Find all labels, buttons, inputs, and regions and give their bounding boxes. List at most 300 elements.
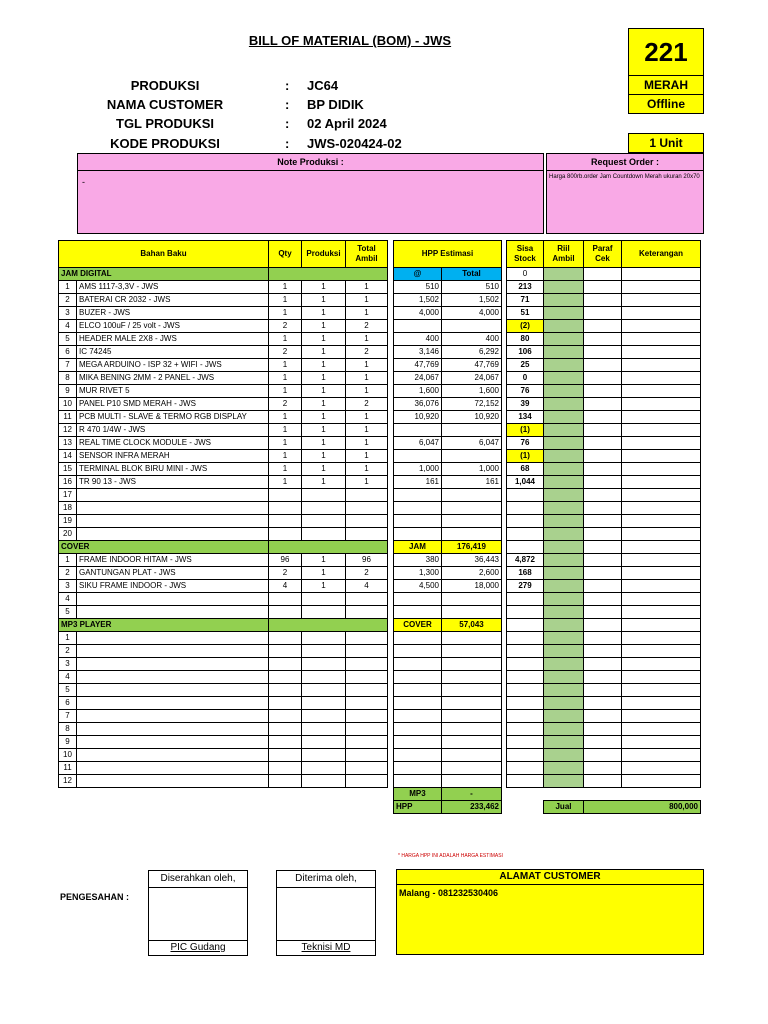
qty-cell xyxy=(269,684,302,697)
keterangan-cell xyxy=(622,372,701,385)
produksi-cell: 1 xyxy=(302,450,346,463)
keterangan-cell xyxy=(622,411,701,424)
material-name: IC 74245 xyxy=(77,346,269,359)
sisa-stock-cell: 76 xyxy=(507,437,544,450)
keterangan-cell xyxy=(622,463,701,476)
note-produksi-text: - xyxy=(82,177,85,187)
qty-cell: 1 xyxy=(269,372,302,385)
keterangan-cell xyxy=(622,294,701,307)
unit-price-cell: 3,146 xyxy=(394,346,442,359)
produksi-cell xyxy=(302,684,346,697)
qty-cell: 2 xyxy=(269,398,302,411)
section-fill xyxy=(269,619,388,632)
riil-ambil-cell xyxy=(544,658,584,671)
table-cell xyxy=(507,619,544,632)
unit-badge: 1 Unit xyxy=(628,133,704,153)
row-number: 2 xyxy=(59,294,77,307)
unit-price-cell xyxy=(394,489,442,502)
keterangan-cell xyxy=(622,645,701,658)
material-name: MEGA ARDUINO - ISP 32 + WIFI - JWS xyxy=(77,359,269,372)
total-ambil-cell xyxy=(346,645,388,658)
keterangan-cell xyxy=(622,619,701,632)
bom-table xyxy=(58,240,701,814)
table-header-row xyxy=(59,241,701,268)
sisa-stock-cell xyxy=(507,658,544,671)
spacer xyxy=(544,788,584,801)
spacer xyxy=(346,801,388,814)
value-tgl-produksi: 02 April 2024 xyxy=(307,116,387,131)
row-number: 12 xyxy=(59,775,77,788)
produksi-cell: 1 xyxy=(302,554,346,567)
table-row xyxy=(59,710,701,723)
sisa-stock-cell: 25 xyxy=(507,359,544,372)
material-name xyxy=(77,593,269,606)
spacer xyxy=(622,788,701,801)
paraf-cek-cell xyxy=(584,593,622,606)
keterangan-cell xyxy=(622,762,701,775)
sisa-stock-cell xyxy=(507,684,544,697)
row-number: 6 xyxy=(59,697,77,710)
riil-ambil-cell xyxy=(544,632,584,645)
total-ambil-cell xyxy=(346,632,388,645)
qty-cell xyxy=(269,723,302,736)
sisa-stock-cell xyxy=(507,502,544,515)
riil-ambil-cell xyxy=(544,463,584,476)
row-number: 1 xyxy=(59,281,77,294)
section-label: JAM DIGITAL xyxy=(59,268,269,281)
qty-cell xyxy=(269,645,302,658)
qty-cell: 1 xyxy=(269,411,302,424)
keterangan-cell xyxy=(622,528,701,541)
sign-box-teknisi-md xyxy=(276,870,376,956)
table-row xyxy=(59,502,701,515)
sisa-stock-cell: 0 xyxy=(507,372,544,385)
unit-price-cell: 47,769 xyxy=(394,359,442,372)
riil-ambil-cell xyxy=(544,489,584,502)
material-name: PANEL P10 SMD MERAH - JWS xyxy=(77,398,269,411)
qty-cell xyxy=(269,606,302,619)
paraf-cek-cell xyxy=(584,723,622,736)
value-nama-customer: BP DIDIK xyxy=(307,97,364,112)
label-kode-produksi: KODE PRODUKSI xyxy=(110,136,220,151)
unit-price-cell xyxy=(394,450,442,463)
col-total-ambil: Total Ambil xyxy=(346,241,388,268)
spacer xyxy=(77,788,269,801)
material-name xyxy=(77,658,269,671)
unit-price-cell xyxy=(394,593,442,606)
material-name xyxy=(77,502,269,515)
table-row xyxy=(59,450,701,463)
riil-ambil-cell xyxy=(544,697,584,710)
note-produksi-box xyxy=(77,153,544,234)
total-price-cell xyxy=(442,736,502,749)
jual-label: Jual xyxy=(544,801,584,814)
unit-price-cell: 24,067 xyxy=(394,372,442,385)
riil-ambil-cell xyxy=(544,398,584,411)
riil-ambil-cell xyxy=(544,710,584,723)
produksi-cell: 1 xyxy=(302,398,346,411)
total-ambil-cell xyxy=(346,658,388,671)
qty-cell xyxy=(269,528,302,541)
total-price-cell: 2,600 xyxy=(442,567,502,580)
row-number: 2 xyxy=(59,645,77,658)
riil-ambil-cell xyxy=(544,645,584,658)
mp3-total-row xyxy=(59,788,701,801)
total-ambil-cell: 1 xyxy=(346,294,388,307)
alamat-customer-text: Malang - 081232530406 xyxy=(399,888,499,898)
section-label: COVER xyxy=(59,541,269,554)
paraf-cek-cell xyxy=(584,775,622,788)
material-name: REAL TIME CLOCK MODULE - JWS xyxy=(77,437,269,450)
unit-price-cell xyxy=(394,424,442,437)
keterangan-cell xyxy=(622,736,701,749)
spacer xyxy=(59,788,77,801)
label-nama-customer: NAMA CUSTOMER xyxy=(106,97,224,112)
qty-cell: 1 xyxy=(269,307,302,320)
unit-price-cell: 1,300 xyxy=(394,567,442,580)
keterangan-cell xyxy=(622,476,701,489)
spacer xyxy=(59,801,77,814)
material-name: SENSOR INFRA MERAH xyxy=(77,450,269,463)
spacer xyxy=(77,801,269,814)
riil-ambil-cell xyxy=(544,567,584,580)
total-price-cell: 1,600 xyxy=(442,385,502,398)
total-price-cell: 161 xyxy=(442,476,502,489)
total-price-cell xyxy=(442,593,502,606)
spacer xyxy=(302,788,346,801)
total-ambil-cell: 2 xyxy=(346,567,388,580)
produksi-cell xyxy=(302,515,346,528)
request-order-box xyxy=(546,153,704,234)
qty-cell xyxy=(269,697,302,710)
total-ambil-cell: 96 xyxy=(346,554,388,567)
unit-price-cell: 161 xyxy=(394,476,442,489)
keterangan-cell xyxy=(622,398,701,411)
paraf-cek-cell xyxy=(584,762,622,775)
qty-cell: 2 xyxy=(269,346,302,359)
row-number: 9 xyxy=(59,736,77,749)
material-name xyxy=(77,515,269,528)
total-ambil-cell: 2 xyxy=(346,398,388,411)
total-price-cell: 1,000 xyxy=(442,463,502,476)
total-ambil-cell xyxy=(346,710,388,723)
total-ambil-cell: 4 xyxy=(346,580,388,593)
col-qty: Qty xyxy=(269,241,302,268)
keterangan-cell xyxy=(622,437,701,450)
row-number: 13 xyxy=(59,437,77,450)
table-row xyxy=(59,307,701,320)
sisa-stock-cell: 168 xyxy=(507,567,544,580)
unit-price-cell: 10,920 xyxy=(394,411,442,424)
material-name: SIKU FRAME INDOOR - JWS xyxy=(77,580,269,593)
material-name xyxy=(77,710,269,723)
produksi-cell xyxy=(302,528,346,541)
label-tgl-produksi: TGL PRODUKSI xyxy=(116,116,214,131)
table-row xyxy=(59,580,701,593)
row-number: 7 xyxy=(59,710,77,723)
table-row xyxy=(59,424,701,437)
unit-price-cell xyxy=(394,502,442,515)
spacer xyxy=(507,788,544,801)
sisa-stock-cell xyxy=(507,671,544,684)
total-price-cell: 47,769 xyxy=(442,359,502,372)
subtotal-value: 176,419 xyxy=(442,541,502,554)
label-produksi: PRODUKSI xyxy=(130,78,200,93)
riil-ambil-cell xyxy=(544,541,584,554)
table-row xyxy=(59,359,701,372)
produksi-cell: 1 xyxy=(302,385,346,398)
qty-cell xyxy=(269,736,302,749)
sign-box-pic-gudang xyxy=(148,870,248,956)
sisa-stock-cell xyxy=(507,736,544,749)
keterangan-cell xyxy=(622,515,701,528)
total-ambil-cell: 1 xyxy=(346,424,388,437)
value-kode-produksi: JWS-020424-02 xyxy=(307,136,402,151)
keterangan-cell xyxy=(622,749,701,762)
col-produksi: Produksi xyxy=(302,241,346,268)
qty-cell xyxy=(269,515,302,528)
produksi-cell xyxy=(302,502,346,515)
total-ambil-cell xyxy=(346,515,388,528)
table-row xyxy=(59,372,701,385)
total-ambil-cell xyxy=(346,775,388,788)
col-at: @ xyxy=(394,268,442,281)
unit-price-cell xyxy=(394,515,442,528)
unit-price-cell xyxy=(394,710,442,723)
qty-cell: 96 xyxy=(269,554,302,567)
keterangan-cell xyxy=(622,632,701,645)
material-name: R 470 1/4W - JWS xyxy=(77,424,269,437)
material-name xyxy=(77,762,269,775)
section-cover xyxy=(59,541,701,554)
total-price-cell xyxy=(442,528,502,541)
total-price-cell xyxy=(442,450,502,463)
keterangan-cell xyxy=(622,320,701,333)
produksi-cell xyxy=(302,762,346,775)
total-ambil-cell xyxy=(346,606,388,619)
riil-ambil-cell xyxy=(544,268,584,281)
total-price-cell xyxy=(442,515,502,528)
table-row xyxy=(59,294,701,307)
alamat-customer-title: ALAMAT CUSTOMER xyxy=(397,870,703,885)
qty-cell xyxy=(269,489,302,502)
total-price-cell xyxy=(442,671,502,684)
row-number: 4 xyxy=(59,671,77,684)
sisa-stock-cell: 106 xyxy=(507,346,544,359)
produksi-cell: 1 xyxy=(302,567,346,580)
produksi-cell: 1 xyxy=(302,437,346,450)
produksi-cell: 1 xyxy=(302,281,346,294)
paraf-cek-cell xyxy=(584,671,622,684)
keterangan-cell xyxy=(622,671,701,684)
row-number: 11 xyxy=(59,411,77,424)
produksi-cell xyxy=(302,723,346,736)
qty-cell: 2 xyxy=(269,567,302,580)
sisa-stock-cell: 1,044 xyxy=(507,476,544,489)
keterangan-cell xyxy=(622,567,701,580)
qty-cell: 1 xyxy=(269,424,302,437)
row-number: 1 xyxy=(59,632,77,645)
material-name: TR 90 13 - JWS xyxy=(77,476,269,489)
material-name xyxy=(77,736,269,749)
total-price-cell: 24,067 xyxy=(442,372,502,385)
paraf-cek-cell xyxy=(584,359,622,372)
total-price-cell: 72,152 xyxy=(442,398,502,411)
total-price-cell: 4,000 xyxy=(442,307,502,320)
riil-ambil-cell xyxy=(544,359,584,372)
row-number: 11 xyxy=(59,762,77,775)
alamat-customer-box xyxy=(396,869,704,955)
table-row xyxy=(59,671,701,684)
table-row xyxy=(59,320,701,333)
total-ambil-cell: 1 xyxy=(346,372,388,385)
riil-ambil-cell xyxy=(544,749,584,762)
material-name xyxy=(77,671,269,684)
qty-cell: 1 xyxy=(269,476,302,489)
riil-ambil-cell xyxy=(544,294,584,307)
paraf-cek-cell xyxy=(584,476,622,489)
qty-cell xyxy=(269,749,302,762)
row-number: 10 xyxy=(59,749,77,762)
colon: : xyxy=(285,136,290,151)
paraf-cek-cell xyxy=(584,385,622,398)
sisa-stock-cell xyxy=(507,515,544,528)
total-ambil-cell: 1 xyxy=(346,450,388,463)
sisa-stock-cell xyxy=(507,762,544,775)
table-row xyxy=(59,684,701,697)
total-price-cell: 1,502 xyxy=(442,294,502,307)
paraf-cek-cell xyxy=(584,658,622,671)
unit-price-cell: 380 xyxy=(394,554,442,567)
riil-ambil-cell xyxy=(544,476,584,489)
paraf-cek-cell xyxy=(584,281,622,294)
total-ambil-cell: 1 xyxy=(346,333,388,346)
paraf-cek-cell xyxy=(584,489,622,502)
unit-price-cell xyxy=(394,723,442,736)
total-ambil-cell xyxy=(346,502,388,515)
sisa-stock-cell xyxy=(507,593,544,606)
sign-top-label: Diserahkan oleh, xyxy=(149,871,247,888)
riil-ambil-cell xyxy=(544,411,584,424)
qty-cell: 1 xyxy=(269,294,302,307)
unit-price-cell xyxy=(394,762,442,775)
bom-number-badge: 221 xyxy=(628,28,704,76)
sisa-stock-cell: 68 xyxy=(507,463,544,476)
qty-cell xyxy=(269,658,302,671)
row-number: 4 xyxy=(59,320,77,333)
total-price-cell: 36,443 xyxy=(442,554,502,567)
paraf-cek-cell xyxy=(584,346,622,359)
hpp-total-value: 233,462 xyxy=(442,801,502,814)
total-ambil-cell xyxy=(346,593,388,606)
total-ambil-cell: 1 xyxy=(346,411,388,424)
unit-price-cell xyxy=(394,632,442,645)
total-price-cell xyxy=(442,684,502,697)
produksi-cell xyxy=(302,606,346,619)
table-row xyxy=(59,736,701,749)
paraf-cek-cell xyxy=(584,554,622,567)
total-ambil-cell xyxy=(346,697,388,710)
material-name: FRAME INDOOR HITAM - JWS xyxy=(77,554,269,567)
paraf-cek-cell xyxy=(584,268,622,281)
row-number: 6 xyxy=(59,346,77,359)
hpp-footnote: * HARGA HPP INI ADALAH HARGA ESTIMASI xyxy=(398,853,503,859)
keterangan-cell xyxy=(622,450,701,463)
paraf-cek-cell xyxy=(584,411,622,424)
qty-cell xyxy=(269,762,302,775)
total-price-cell: 510 xyxy=(442,281,502,294)
keterangan-cell xyxy=(622,710,701,723)
riil-ambil-cell xyxy=(544,593,584,606)
keterangan-cell xyxy=(622,541,701,554)
table-row xyxy=(59,515,701,528)
total-price-cell: 6,292 xyxy=(442,346,502,359)
keterangan-cell xyxy=(622,502,701,515)
riil-ambil-cell xyxy=(544,437,584,450)
total-ambil-cell xyxy=(346,749,388,762)
unit-price-cell xyxy=(394,645,442,658)
total-ambil-cell: 1 xyxy=(346,359,388,372)
unit-price-cell xyxy=(394,736,442,749)
row-number: 17 xyxy=(59,489,77,502)
total-price-cell xyxy=(442,320,502,333)
riil-ambil-cell xyxy=(544,515,584,528)
paraf-cek-cell xyxy=(584,372,622,385)
produksi-cell: 1 xyxy=(302,294,346,307)
sisa-stock-cell: 213 xyxy=(507,281,544,294)
col-keterangan: Keterangan xyxy=(622,241,701,268)
sisa-stock-cell xyxy=(507,645,544,658)
table-row xyxy=(59,632,701,645)
row-number: 10 xyxy=(59,398,77,411)
total-price-cell: 18,000 xyxy=(442,580,502,593)
sisa-stock-cell: (2) xyxy=(507,320,544,333)
sisa-stock-cell: 76 xyxy=(507,385,544,398)
row-number: 1 xyxy=(59,554,77,567)
produksi-cell: 1 xyxy=(302,359,346,372)
keterangan-cell xyxy=(622,775,701,788)
row-number: 3 xyxy=(59,658,77,671)
qty-cell: 1 xyxy=(269,281,302,294)
col-paraf-cek: Paraf Cek xyxy=(584,241,622,268)
riil-ambil-cell xyxy=(544,619,584,632)
table-row xyxy=(59,645,701,658)
unit-price-cell xyxy=(394,671,442,684)
riil-ambil-cell xyxy=(544,762,584,775)
produksi-cell: 1 xyxy=(302,476,346,489)
table-row xyxy=(59,658,701,671)
riil-ambil-cell xyxy=(544,671,584,684)
produksi-cell xyxy=(302,593,346,606)
jual-value: 800,000 xyxy=(584,801,701,814)
material-name xyxy=(77,489,269,502)
produksi-cell: 1 xyxy=(302,320,346,333)
total-price-cell: 6,047 xyxy=(442,437,502,450)
section-fill xyxy=(269,541,388,554)
keterangan-cell xyxy=(622,554,701,567)
qty-cell: 1 xyxy=(269,463,302,476)
riil-ambil-cell xyxy=(544,333,584,346)
table-row xyxy=(59,567,701,580)
qty-cell xyxy=(269,775,302,788)
paraf-cek-cell xyxy=(584,333,622,346)
table-row xyxy=(59,281,701,294)
section-fill xyxy=(269,268,388,281)
produksi-cell: 1 xyxy=(302,307,346,320)
qty-cell: 1 xyxy=(269,333,302,346)
material-name xyxy=(77,528,269,541)
total-price-cell xyxy=(442,775,502,788)
